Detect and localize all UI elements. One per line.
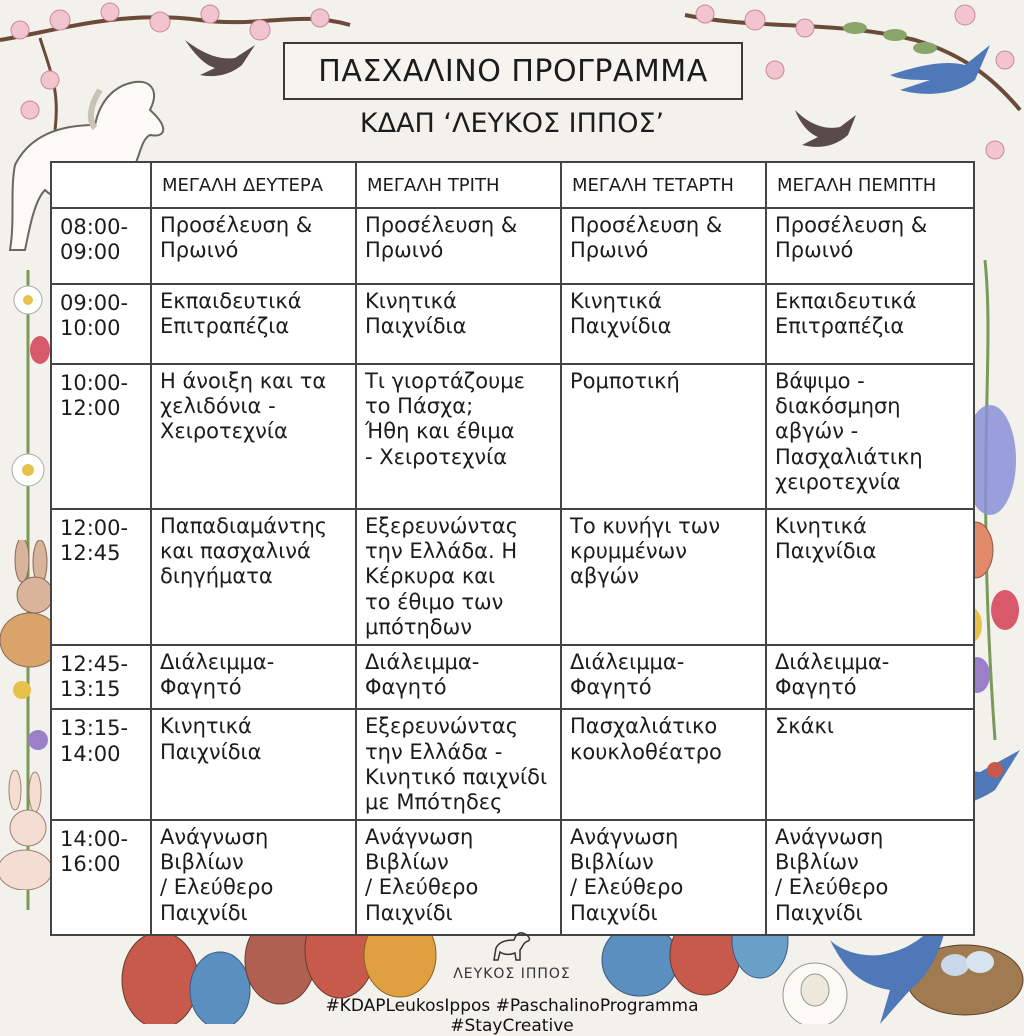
day-header-thursday: ΜΕΓΑΛΗ ΠΕΜΠΤΗ — [766, 162, 974, 208]
day-header-tuesday: ΜΕΓΑΛΗ ΤΡΙΤΗ — [356, 162, 561, 208]
time-slot-cell: 12:00- 12:45 — [51, 509, 151, 645]
swallow-icon — [180, 30, 260, 85]
day-header-wednesday: ΜΕΓΑΛΗ ΤΕΤΑΡΤΗ — [561, 162, 766, 208]
activity-cell: Τι γιορτάζουμε το Πάσχα; Ήθη και έθιμα - Χειροτεχνία — [356, 364, 561, 509]
activity-cell: Πασχαλιάτικο κουκλοθέατρο — [561, 709, 766, 820]
activity-cell: Εξερευνώντας την Ελλάδα - Κινητικό παιχνίδι με Μπότηδες — [356, 709, 561, 820]
activity-cell: Κινητικά Παιχνίδια — [561, 284, 766, 364]
activity-cell: Ρομποτική — [561, 364, 766, 509]
activity-cell: Διάλειμμα- Φαγητό — [561, 645, 766, 709]
page-subtitle: ΚΔΑΠ ‘ΛΕΥΚΟΣ ΙΠΠΟΣ’ — [359, 108, 665, 139]
footer-logo — [430, 928, 594, 982]
time-slot-cell: 14:00- 16:00 — [51, 820, 151, 935]
activity-cell: Εξερευνώντας την Ελλάδα. Η Κέρκυρα και το έθιμο των μπότηδων — [356, 509, 561, 645]
activity-cell: Σκάκι — [766, 709, 974, 820]
table-row — [51, 509, 974, 645]
activity-cell: Διάλειμμα- Φαγητό — [151, 645, 356, 709]
activity-cell: Κινητικά Παιχνίδια — [766, 509, 974, 645]
time-slot-cell: 13:15- 14:00 — [51, 709, 151, 820]
table-header-row — [51, 162, 974, 208]
swallow-icon — [885, 25, 995, 105]
swallow-icon — [790, 95, 860, 155]
activity-cell: Διάλειμμα- Φαγητό — [766, 645, 974, 709]
time-slot-cell: 09:00- 10:00 — [51, 284, 151, 364]
activity-cell: Εκπαιδευτικά Επιτραπέζια — [766, 284, 974, 364]
table-row — [51, 820, 974, 935]
activity-cell: Κινητικά Παιχνίδια — [356, 284, 561, 364]
activity-cell: Η άνοιξη και τα χελιδόνια - Χειροτεχνία — [151, 364, 356, 509]
activity-cell: Προσέλευση & Πρωινό — [561, 208, 766, 284]
activity-cell: Κινητικά Παιχνίδια — [151, 709, 356, 820]
time-slot-cell: 12:45- 13:15 — [51, 645, 151, 709]
activity-cell: Εκπαιδευτικά Επιτραπέζια — [151, 284, 356, 364]
time-header-cell — [51, 162, 151, 208]
time-slot-cell: 10:00- 12:00 — [51, 364, 151, 509]
activity-cell: Προσέλευση & Πρωινό — [356, 208, 561, 284]
activity-cell: Βάψιμο - διακόσμηση αβγών - Πασχαλιάτικη χειροτεχνία — [766, 364, 974, 509]
activity-cell: Το κυνήγι των κρυμμένων αβγών — [561, 509, 766, 645]
table-row — [51, 284, 974, 364]
day-header-monday: ΜΕΓΑΛΗ ΔΕΥΤΕΡΑ — [151, 162, 356, 208]
activity-cell: Παπαδιαμάντης και πασχαλινά διηγήματα — [151, 509, 356, 645]
activity-cell: Ανάγνωση Βιβλίων / Ελεύθερο Παιχνίδι — [766, 820, 974, 935]
activity-cell: Διάλειμμα- Φαγητό — [356, 645, 561, 709]
schedule-table — [50, 161, 975, 936]
activity-cell: Ανάγνωση Βιβλίων / Ελεύθερο Παιχνίδι — [151, 820, 356, 935]
horse-logo-icon — [490, 928, 534, 962]
logo-text: ΛΕΥΚΟΣ ΙΠΠΟΣ — [453, 966, 571, 982]
table-row — [51, 709, 974, 820]
table-row — [51, 645, 974, 709]
hashtags: #KDAPLeukosIppos #PaschalinoProgramma #StayCreative — [325, 996, 699, 1036]
activity-cell: Ανάγνωση Βιβλίων / Ελεύθερο Παιχνίδι — [356, 820, 561, 935]
activity-cell: Ανάγνωση Βιβλίων / Ελεύθερο Παιχνίδι — [561, 820, 766, 935]
table-row — [51, 208, 974, 284]
page-title: ΠΑΣΧΑΛΙΝΟ ΠΡΟΓΡΑΜΜΑ — [283, 42, 743, 100]
activity-cell: Προσέλευση & Πρωινό — [151, 208, 356, 284]
table-row — [51, 364, 974, 509]
time-slot-cell: 08:00- 09:00 — [51, 208, 151, 284]
activity-cell: Προσέλευση & Πρωινό — [766, 208, 974, 284]
